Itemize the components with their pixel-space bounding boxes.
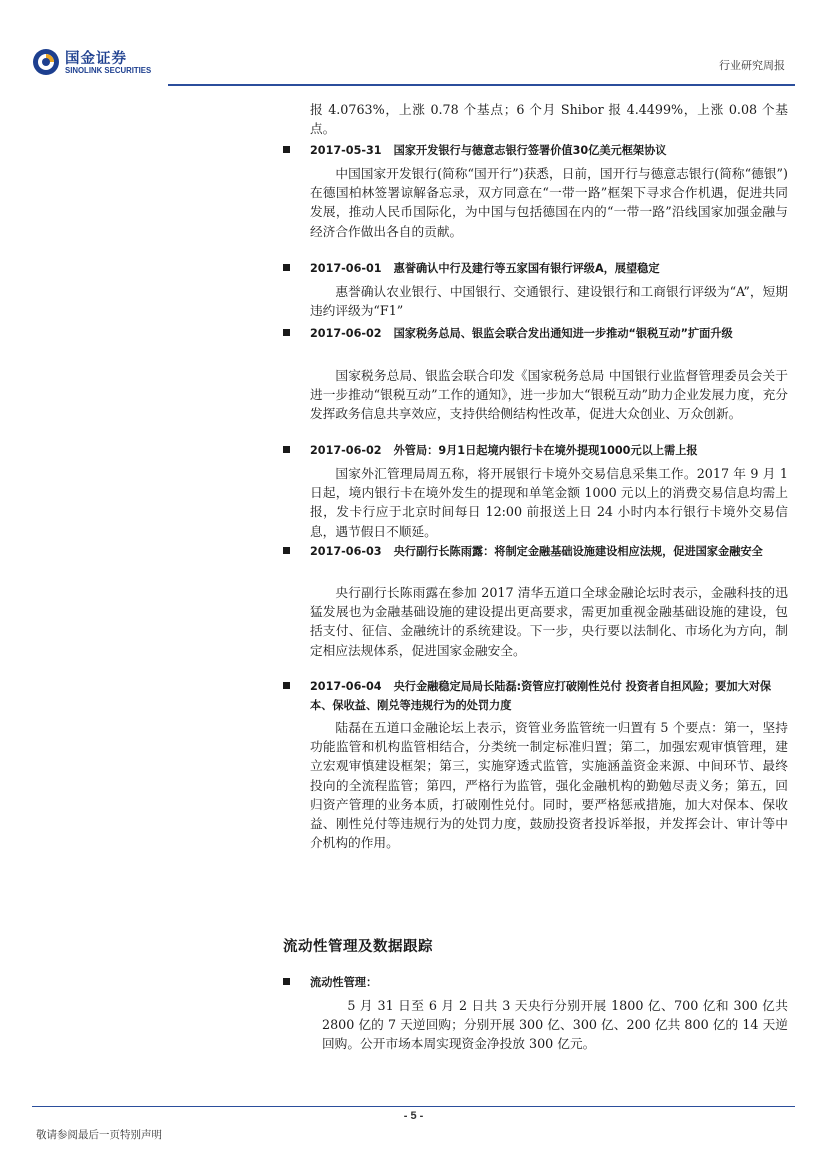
bullet-square-icon [283, 329, 290, 336]
news-body: 国家税务总局、银监会联合印发《国家税务总局 中国银行业监督管理委员会关于进一步推动“银税互动”工作的通知》，进一步加大“银税互动”助力企业发展力度，充分发挥政务信息共享效应，支持供给侧结构性改革，促进大众创业、万众创新。 [310, 368, 788, 422]
news-date: 2017-06-02 [310, 444, 382, 457]
news-date: 2017-06-02 [310, 327, 382, 340]
company-logo [32, 47, 162, 79]
news-headline: 国家税务总局、银监会联合发出通知进一步推动“银税互动”扩面升级 [393, 327, 733, 340]
logo-english-name: SINOLINK SECURITIES [65, 66, 152, 75]
news-headline: 惠誉确认中行及建行等五家国有银行评级A，展望稳定 [393, 262, 660, 275]
footer-divider [32, 1106, 795, 1107]
section-title: 流动性管理及数据跟踪 [283, 939, 433, 955]
news-date: 2017-06-01 [310, 262, 382, 275]
bullet-square-icon [283, 146, 290, 153]
news-body: 央行副行长陈雨露在参加 2017 清华五道口全球金融论坛时表示，金融科技的迅猛发展也为金融基础设施的建设提出更高要求，需更加重视金融基础设施的建设，包括支付、征信、金融统计的系统建设。下一步，央行要以法制化、市场化为方向，制定相应法规体系，促进国家金融安全。 [310, 585, 788, 658]
news-body: 中国国家开发银行(简称“国开行”)获悉，日前，国开行与德意志银行(简称“德银”)在德国柏林签署谅解备忘录，双方同意在“一带一路”框架下寻求合作机遇，促进共同发展，推动人民币国际化，为中国与包括德国在内的“一带一路”沿线国家加强金融与经济合作做出各自的贡献。 [310, 166, 788, 239]
logo-chinese-name: 国金证券 [65, 51, 127, 67]
news-date: 2017-06-04 [310, 680, 382, 693]
news-headline: 央行金融稳定局局长陆磊:资管应打破刚性兑付 投资者自担风险；要加大对保本、保收益、刚兑等违规行为的处罚力度 [310, 680, 772, 712]
news-date: 2017-06-03 [310, 545, 382, 558]
bullet-square-icon [283, 264, 290, 271]
liquidity-body: 5 月 31 日至 6 月 2 日共 3 天央行分别开展 1800 亿、700 亿和 300 亿共 2800 亿的 7 天逆回购；分别开展 300 亿、300 亿、200 亿共 800 亿的 14 天逆回购。公开市场本周实现资金净投放 300 亿元。 [322, 998, 788, 1052]
page-header [0, 0, 827, 90]
footer-disclaimer: 敬请参阅最后一页特别声明 [36, 1129, 162, 1141]
news-date: 2017-05-31 [310, 144, 382, 157]
page-number: - 5 - [403, 1110, 424, 1122]
bullet-square-icon [283, 978, 290, 985]
news-headline: 外管局：9月1日起境内银行卡在境外提现1000元以上需上报 [393, 444, 698, 457]
news-body: 惠誉确认农业银行、中国银行、交通银行、建设银行和工商银行评级为“A”，短期违约评级为“F1” [310, 284, 788, 319]
news-headline: 央行副行长陈雨露：将制定金融基础设施建设相应法规，促进国家金融安全 [393, 545, 763, 558]
news-body: 陆磊在五道口金融论坛上表示，资管业务监管统一归置有 5 个要点：第一，坚持功能监管和机构监管相结合，分类统一制定标准归置；第二，加强宏观审慎管理，建立宏观审慎建设框架；第三，实施穿透式监管，实施涵盖资金来源、中间环节、最终投向的全流程监管；第四，严格行为监管，强化金融机构的勤勉尽责义务；第五，回归资产管理的业务本质，打破刚性兑付。同时，要严格惩戒措施，加大对保本、保收益、刚性兑付等违规行为的处罚力度，鼓励投资者投诉举报，并发挥会计、审计等中介机构的作用。 [310, 720, 788, 851]
news-body: 国家外汇管理局周五称，将开展银行卡境外交易信息采集工作。2017 年 9 月 1 日起，境内银行卡在境外发生的提现和单笔金额 1000 元以上的消费交易信息均需上报，发卡行应于北京时间每日 12:00 前报送上日 24 小时内本行银行卡境外交易信息，遇节假日不顺延。 [310, 466, 788, 539]
report-type-label: 行业研究周报 [719, 59, 785, 72]
header-divider [168, 84, 795, 86]
bullet-square-icon [283, 547, 290, 554]
bullet-square-icon [283, 446, 290, 453]
logo-mark-icon [32, 48, 60, 76]
liquidity-label: 流动性管理： [310, 976, 378, 989]
bullet-square-icon [283, 682, 290, 689]
intro-paragraph: 报 4.0763%，上涨 0.78 个基点；6 个月 Shibor 报 4.4499%，上涨 0.08 个基点。 [310, 102, 788, 137]
news-headline: 国家开发银行与德意志银行签署价值30亿美元框架协议 [393, 144, 667, 157]
